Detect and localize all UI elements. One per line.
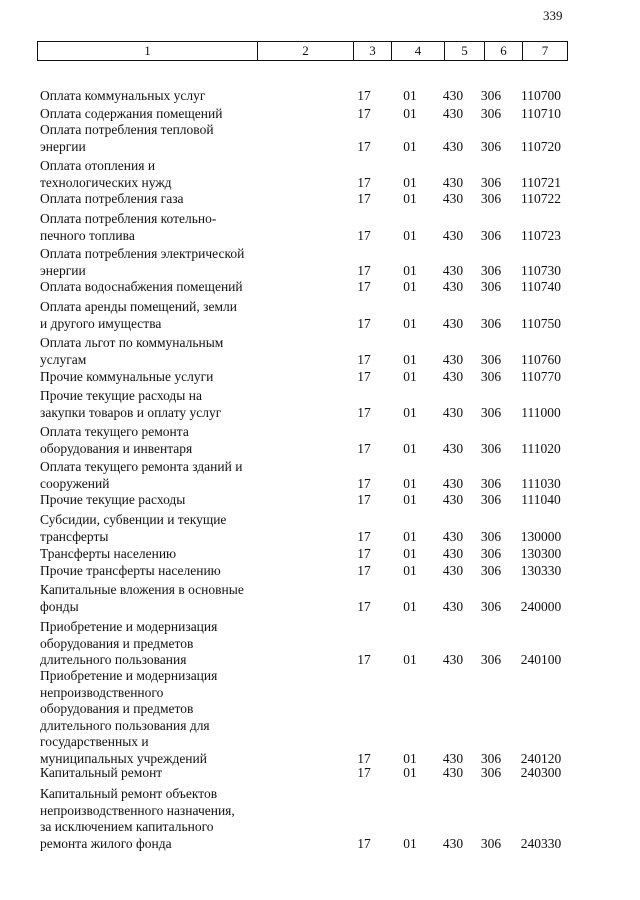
table-row — [0, 335, 640, 368]
row-code-c5: 430 — [442, 765, 464, 780]
row-code-c7: 110750 — [521, 315, 561, 331]
row-code-c5: 430 — [442, 598, 464, 614]
row-code-c5: 430 — [442, 279, 464, 294]
row-code-c4: 01 — [403, 351, 417, 367]
row-code-c6: 306 — [480, 563, 502, 578]
row-code-c7: 111030 — [521, 475, 561, 491]
row-name: Прочие текущие расходы на закупки товаров и оплату услуг — [40, 388, 222, 420]
table-row — [0, 388, 640, 421]
row-code-c3: 17 — [357, 369, 371, 384]
row-code-c4: 01 — [403, 563, 417, 578]
row-name: Оплата потребления газа — [40, 191, 184, 206]
row-code-c3: 17 — [357, 191, 371, 206]
table-row — [0, 158, 640, 191]
row-code-c6: 306 — [480, 315, 502, 331]
row-code-c3: 17 — [357, 750, 371, 766]
row-code-c7: 110760 — [521, 351, 561, 367]
row-code-c4: 01 — [403, 138, 417, 154]
row-code-c3: 17 — [357, 174, 371, 190]
row-code-c4: 01 — [403, 528, 417, 544]
row-code-c4: 01 — [403, 404, 417, 420]
row-code-c4: 01 — [403, 88, 417, 103]
row-code-c6: 306 — [480, 750, 502, 766]
row-name: Капитальные вложения в основные фонды — [40, 582, 244, 614]
row-code-c7: 111040 — [521, 492, 561, 507]
table-row — [0, 459, 640, 492]
row-code-c6: 306 — [480, 528, 502, 544]
row-code-c6: 306 — [480, 546, 502, 561]
row-code-c5: 430 — [442, 315, 464, 331]
row-code-c3: 17 — [357, 765, 371, 780]
table-row — [0, 122, 640, 155]
row-code-c6: 306 — [480, 765, 502, 780]
row-code-c6: 306 — [480, 106, 502, 121]
header-col-7: 7 — [523, 42, 568, 61]
row-name: Оплата отопления и технологических нужд — [40, 158, 172, 190]
header-col-6: 6 — [485, 42, 523, 61]
row-code-c6: 306 — [480, 652, 502, 667]
row-code-c3: 17 — [357, 546, 371, 561]
row-code-c4: 01 — [403, 750, 417, 766]
row-code-c4: 01 — [403, 475, 417, 491]
row-name: Оплата потребления электрической энергии — [40, 246, 245, 278]
row-code-c3: 17 — [357, 528, 371, 544]
row-code-c7: 110723 — [521, 227, 561, 243]
row-code-c7: 130330 — [520, 563, 562, 578]
row-code-c6: 306 — [480, 369, 502, 384]
row-code-c5: 430 — [442, 369, 464, 384]
row-code-c7: 240000 — [520, 598, 562, 614]
row-code-c3: 17 — [357, 106, 371, 121]
row-code-c5: 430 — [442, 475, 464, 491]
row-code-c4: 01 — [403, 440, 417, 456]
row-code-c6: 306 — [480, 404, 502, 420]
row-code-c5: 430 — [442, 351, 464, 367]
row-code-c6: 306 — [480, 262, 502, 278]
row-code-c6: 306 — [480, 227, 502, 243]
table-row — [0, 546, 640, 563]
row-code-c6: 306 — [480, 492, 502, 507]
table-row — [0, 299, 640, 332]
row-code-c4: 01 — [403, 262, 417, 278]
row-code-c7: 110710 — [521, 106, 561, 121]
row-name: Оплата потребления тепловой энергии — [40, 122, 214, 154]
row-name: Приобретение и модернизация оборудования и предметов длительного пользования — [40, 619, 218, 667]
row-code-c7: 111020 — [521, 440, 561, 456]
row-code-c7: 110740 — [521, 279, 561, 294]
row-code-c5: 430 — [442, 88, 464, 103]
row-name: Трансферты населению — [40, 546, 177, 561]
row-code-c6: 306 — [480, 174, 502, 190]
row-code-c5: 430 — [442, 750, 464, 766]
row-code-c6: 306 — [480, 138, 502, 154]
table-row — [0, 563, 640, 580]
row-name: Оплата коммунальных услуг — [40, 88, 206, 103]
header-col-5: 5 — [445, 42, 485, 61]
table-row — [0, 786, 640, 852]
row-code-c5: 430 — [442, 106, 464, 121]
table-row — [0, 106, 640, 123]
row-code-c5: 430 — [442, 546, 464, 561]
table-row — [0, 369, 640, 386]
header-col-4: 4 — [392, 42, 445, 61]
row-code-c3: 17 — [357, 88, 371, 103]
row-code-c4: 01 — [403, 174, 417, 190]
row-code-c5: 430 — [442, 835, 464, 851]
row-code-c4: 01 — [403, 598, 417, 614]
row-code-c3: 17 — [357, 598, 371, 614]
row-code-c6: 306 — [480, 88, 502, 103]
table-row — [0, 211, 640, 244]
table-row — [0, 512, 640, 545]
row-code-c3: 17 — [357, 404, 371, 420]
row-code-c7: 130300 — [520, 546, 562, 561]
row-code-c6: 306 — [480, 598, 502, 614]
table-row — [0, 424, 640, 457]
row-name: Оплата содержания помещений — [40, 106, 223, 121]
row-code-c5: 430 — [442, 191, 464, 206]
row-code-c6: 306 — [480, 191, 502, 206]
row-code-c5: 430 — [442, 563, 464, 578]
row-code-c4: 01 — [403, 369, 417, 384]
row-code-c5: 430 — [442, 174, 464, 190]
row-code-c7: 110722 — [521, 191, 561, 206]
table-row — [0, 88, 640, 105]
row-code-c3: 17 — [357, 262, 371, 278]
row-name: Прочие коммунальные услуги — [40, 369, 214, 384]
row-code-c5: 430 — [442, 492, 464, 507]
row-code-c3: 17 — [357, 835, 371, 851]
header-col-2: 2 — [258, 42, 354, 61]
row-code-c3: 17 — [357, 351, 371, 367]
row-name: Оплата текущего ремонта оборудования и инвентаря — [40, 424, 193, 456]
row-name: Субсидии, субвенции и текущие трансферты — [40, 512, 227, 544]
row-code-c7: 110721 — [521, 174, 561, 190]
table-row — [0, 492, 640, 509]
table-row — [0, 619, 640, 669]
row-code-c7: 110730 — [521, 262, 561, 278]
row-code-c7: 130000 — [520, 528, 562, 544]
row-name: Оплата текущего ремонта зданий и сооружений — [40, 459, 243, 491]
row-code-c4: 01 — [403, 191, 417, 206]
table-row — [0, 765, 640, 782]
row-code-c6: 306 — [480, 475, 502, 491]
page-number: 339 — [543, 8, 563, 23]
row-name: Оплата потребления котельно- печного топлива — [40, 211, 217, 243]
row-code-c3: 17 — [357, 227, 371, 243]
row-code-c7: 240330 — [520, 835, 562, 851]
table-row — [0, 582, 640, 615]
row-code-c5: 430 — [442, 138, 464, 154]
row-code-c7: 240300 — [520, 765, 562, 780]
table-row — [0, 191, 640, 208]
row-name: Прочие трансферты населению — [40, 563, 221, 578]
row-code-c3: 17 — [357, 138, 371, 154]
table-row — [0, 246, 640, 279]
row-code-c6: 306 — [480, 440, 502, 456]
row-code-c6: 306 — [480, 279, 502, 294]
row-code-c3: 17 — [357, 279, 371, 294]
row-name: Прочие текущие расходы — [40, 492, 186, 507]
row-code-c5: 430 — [442, 227, 464, 243]
row-code-c7: 110700 — [521, 88, 561, 103]
row-code-c3: 17 — [357, 563, 371, 578]
row-name: Капитальный ремонт объектов непроизводственного назначения, за исключением капитального ремонта жилого фонда — [40, 786, 235, 851]
row-name: Оплата льгот по коммунальным услугам — [40, 335, 224, 367]
row-code-c5: 430 — [442, 262, 464, 278]
row-name: Оплата аренды помещений, земли и другого имущества — [40, 299, 237, 331]
row-code-c5: 430 — [442, 652, 464, 667]
row-code-c3: 17 — [357, 315, 371, 331]
row-code-c5: 430 — [442, 440, 464, 456]
row-code-c4: 01 — [403, 546, 417, 561]
row-code-c7: 110720 — [521, 138, 561, 154]
header-col-1: 1 — [38, 42, 258, 61]
table-row — [0, 668, 640, 767]
row-code-c4: 01 — [403, 765, 417, 780]
header-col-3: 3 — [354, 42, 392, 61]
row-code-c3: 17 — [357, 475, 371, 491]
row-code-c4: 01 — [403, 315, 417, 331]
row-code-c4: 01 — [403, 652, 417, 667]
row-code-c7: 110770 — [521, 369, 561, 384]
row-code-c4: 01 — [403, 492, 417, 507]
row-name: Капитальный ремонт — [40, 765, 163, 780]
row-code-c3: 17 — [357, 492, 371, 507]
row-name: Приобретение и модернизация непроизводственного оборудования и предметов длительного пользования для государственных и муниципальных учреждений — [40, 668, 218, 766]
row-code-c4: 01 — [403, 835, 417, 851]
row-code-c4: 01 — [403, 227, 417, 243]
row-code-c5: 430 — [442, 528, 464, 544]
row-code-c5: 430 — [442, 404, 464, 420]
row-code-c7: 240100 — [520, 652, 562, 667]
row-code-c6: 306 — [480, 835, 502, 851]
row-code-c4: 01 — [403, 279, 417, 294]
table-row — [0, 279, 640, 296]
row-code-c3: 17 — [357, 440, 371, 456]
row-code-c7: 240120 — [520, 750, 562, 766]
row-code-c6: 306 — [480, 351, 502, 367]
row-code-c3: 17 — [357, 652, 371, 667]
row-code-c7: 111000 — [521, 404, 561, 420]
row-code-c4: 01 — [403, 106, 417, 121]
row-name: Оплата водоснабжения помещений — [40, 279, 243, 294]
